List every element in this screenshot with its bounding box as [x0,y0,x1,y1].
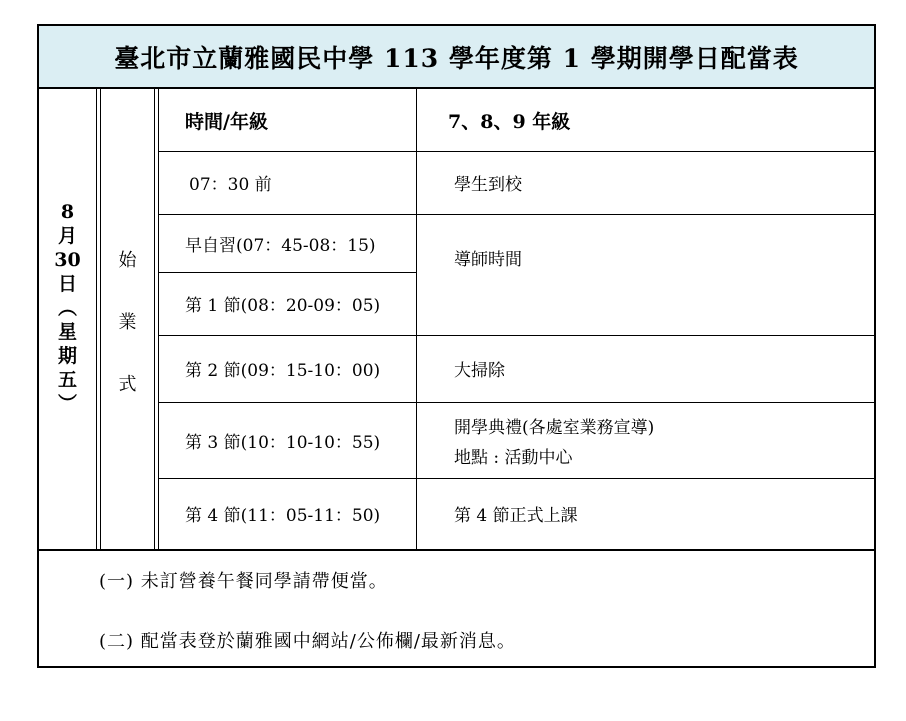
row-activity: 第 4 節正式上課 [454,506,578,526]
divider [416,89,417,550]
row-activity: 開學典禮(各處室業務宣導) [454,417,655,438]
event-char: 業 [118,312,137,333]
event-char: 始 [118,250,137,271]
row-time: 07：30 前 [189,175,272,195]
date-char: ︵ [57,297,77,319]
row-activity-location: 地點 : 活動中心 [454,447,573,468]
row-time: 第 4 節(11：05-11：50) [185,506,381,526]
event-char: 式 [118,374,137,395]
divider [39,549,874,551]
row-time: 第 1 節(08：20-09：05) [185,296,381,316]
divider [158,89,159,550]
row-time: 第 3 節(10：10-10：55) [185,432,381,453]
date-char: 五 [57,369,77,391]
header-time: 時間/年級 [185,110,268,133]
row-activity: 大掃除 [454,361,505,381]
row-time: 第 2 節(09：15-10：00) [185,361,381,381]
row-activity: 導師時間 [454,249,522,270]
date-char: ︶ [57,393,77,415]
divider [96,89,97,550]
header-grade: 7、8、9 年級 [448,110,571,133]
date-char: 30 [54,249,81,271]
schedule-table [37,24,876,668]
date-column [39,200,96,416]
divider [154,89,155,550]
note-item: (一) 未訂營養午餐同學請帶便當。 [99,571,388,592]
date-char: 月 [57,225,77,247]
date-char: 期 [57,345,77,367]
row-activity: 學生到校 [454,175,522,195]
row-time: 早自習(07：45-08：15) [185,235,376,256]
page-title: 臺北市立蘭雅國民中學 113 學年度第 1 學期開學日配當表 [39,26,874,89]
date-char: 星 [57,321,77,343]
date-char: 日 [57,273,77,295]
note-item: (二) 配當表登於蘭雅國中網站/公佈欄/最新消息。 [99,631,516,652]
date-char: 8 [60,201,75,223]
event-column [101,230,154,416]
